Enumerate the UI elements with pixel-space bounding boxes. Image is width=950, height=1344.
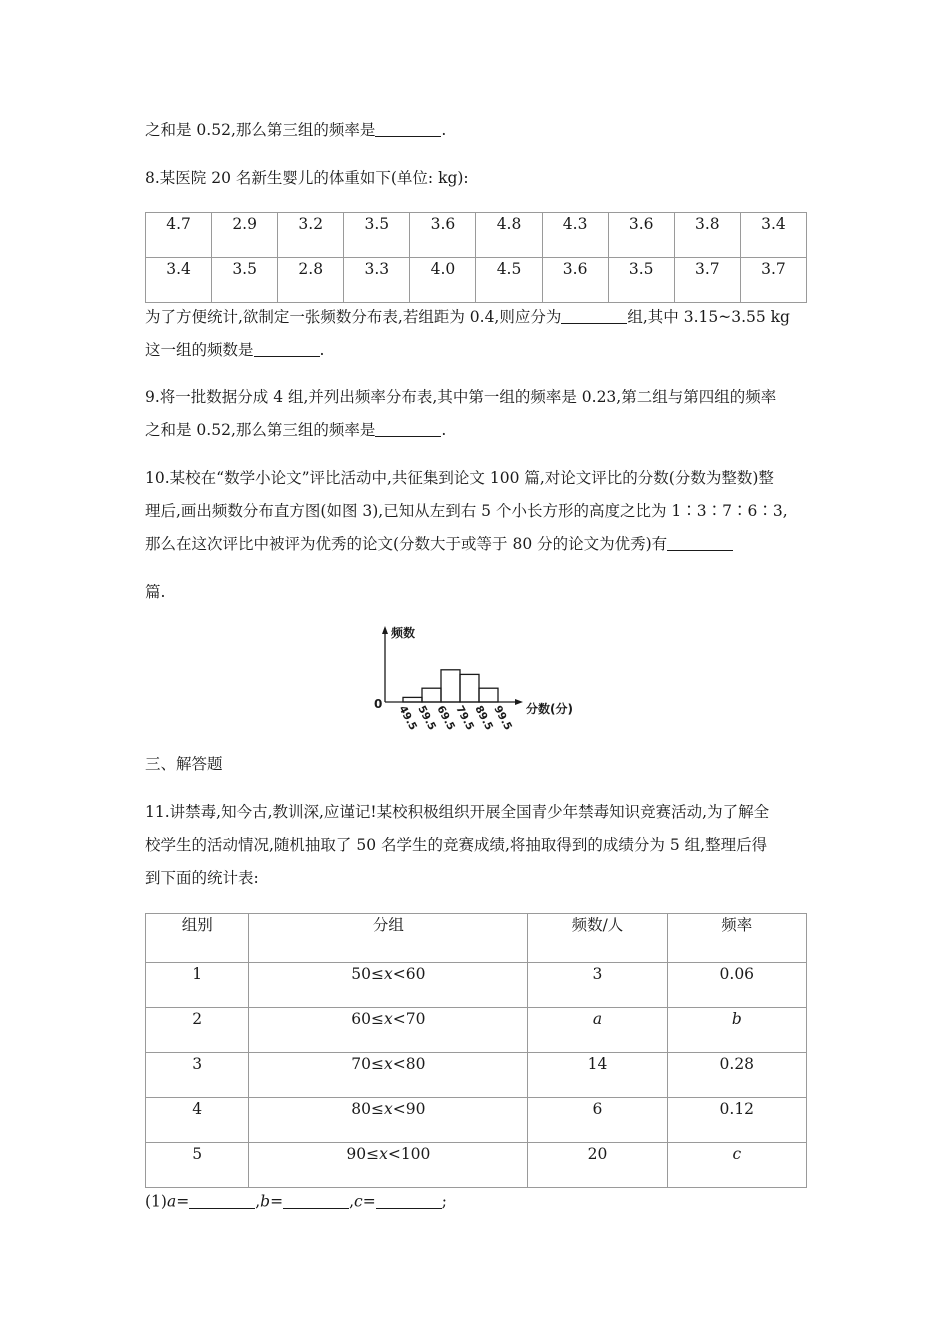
rate-cell: b [667,1008,806,1053]
part1-prefix: (1) [145,1192,167,1211]
range-var: x [384,1100,393,1118]
q9-line2 [145,418,446,440]
weights-table [145,212,807,303]
freq-cell: 14 [528,1053,667,1098]
table-cell: 4.8 [476,213,542,258]
table-cell: 2.8 [278,258,344,303]
y-axis-label: 频数 [391,626,416,640]
histogram-bar [479,688,498,702]
range-var: x [384,1010,393,1028]
eq-sign: = [270,1192,284,1211]
table-row [146,1053,807,1098]
scores-table [145,913,807,1188]
range-cell [249,1008,528,1053]
q8-line2 [145,338,324,360]
range-hi: <90 [392,1100,426,1118]
answer-blank[interactable] [254,341,320,358]
table-header-cell: 分组 [249,914,528,963]
var-b: b [260,1192,271,1211]
q8-intro: 8.某医院 20 名新生婴儿的体重如下(单位: kg): [145,169,469,187]
x-tick-label: 69.5 [434,703,458,733]
freq-cell: a [528,1008,667,1053]
answer-blank-b[interactable] [283,1192,349,1209]
range-cell [249,1098,528,1143]
table-cell: 3.5 [212,258,278,303]
answer-blank-a[interactable] [189,1192,255,1209]
y-axis-arrow [382,626,388,634]
q7-tail-end: . [441,121,447,139]
range-hi: <100 [387,1145,431,1163]
range-lo: 70≤ [351,1055,384,1073]
eq-sign: = [176,1192,190,1211]
q8-line2-b: . [319,341,325,359]
q9-line1: 9.将一批数据分成 4 组,并列出频率分布表,其中第一组的频率是 0.23,第二组与第四组的频率 [145,388,777,406]
table-cell: 4.0 [410,258,476,303]
histogram-bar [403,697,422,702]
table-cell: 3.6 [542,258,608,303]
q8-line1 [145,305,790,327]
table-cell: 3.7 [740,258,806,303]
range-cell [249,1053,528,1098]
group-cell: 1 [146,963,249,1008]
table-row [146,213,807,258]
rate-cell: 0.28 [667,1053,806,1098]
rate-cell: 0.06 [667,963,806,1008]
table-cell: 4.7 [146,213,212,258]
x-tick-label: 79.5 [453,703,477,733]
range-cell [249,1143,528,1188]
answer-blank-c[interactable] [376,1192,442,1209]
range-lo: 50≤ [351,965,384,983]
freq-cell: 20 [528,1143,667,1188]
table-header-cell: 频数/人 [528,914,667,963]
q10-line4: 篇. [145,583,166,601]
table-row [146,258,807,303]
q7-tail-line [145,118,446,140]
histogram-bar [441,670,460,702]
table-header-row [146,914,807,963]
q10-line3 [145,532,733,554]
q11-line1: 11.讲禁毒,知今古,教训深,应谨记!某校积极组织开展全国青少年禁毒知识竞赛活动,为了解全 [145,803,770,821]
range-cell [249,963,528,1008]
range-var: x [384,1055,393,1073]
var-a: a [166,1192,177,1211]
section-title: 三、解答题 [145,755,223,773]
answer-blank[interactable] [667,535,733,552]
range-hi: <60 [392,965,426,983]
q11-part1 [145,1192,447,1211]
q10-line3-text: 那么在这次评比中被评为优秀的论文(分数大于或等于 80 分的论文为优秀)有 [145,535,668,553]
table-row [146,1098,807,1143]
answer-blank[interactable] [375,421,441,438]
group-cell: 2 [146,1008,249,1053]
x-axis-arrow [515,699,523,705]
rate-cell: 0.12 [667,1098,806,1143]
origin-label: 0 [374,697,383,711]
q8-line2-a: 这一组的频数是 [145,341,254,359]
group-cell: 5 [146,1143,249,1188]
range-hi: <70 [392,1010,426,1028]
histogram-bar [422,688,441,702]
table-header-cell: 频率 [667,914,806,963]
x-tick-label: 89.5 [472,703,496,733]
group-cell: 3 [146,1053,249,1098]
rate-cell: c [667,1143,806,1188]
table-cell: 3.5 [608,258,674,303]
table-cell: 2.9 [212,213,278,258]
q11-line3: 到下面的统计表: [145,869,259,887]
q9-line2-b: . [441,421,447,439]
x-tick-label: 99.5 [491,703,515,733]
q11-line2: 校学生的活动情况,随机抽取了 50 名学生的竞赛成绩,将抽取得到的成绩分为 5 组,整理后得 [145,836,768,854]
histogram-bar [460,674,479,702]
histogram-chart [360,620,590,735]
table-cell: 3.2 [278,213,344,258]
freq-cell: 3 [528,963,667,1008]
table-cell: 3.5 [344,213,410,258]
table-cell: 3.8 [674,213,740,258]
range-lo: 90≤ [346,1145,380,1163]
q10-line1: 10.某校在“数学小论文”评比活动中,共征集到论文 100 篇,对论文评比的分数(分数为整数)整 [145,469,774,487]
x-axis-label: 分数(分) [526,702,573,716]
answer-blank[interactable] [561,308,627,325]
part1-end: ; [441,1192,447,1211]
table-cell: 3.3 [344,258,410,303]
table-row [146,1143,807,1188]
range-var: x [379,1145,388,1163]
table-header-cell: 组别 [146,914,249,963]
q8-line1-a: 为了方便统计,欲制定一张频数分布表,若组距为 0.4,则应分为 [145,308,562,326]
q7-tail-text: 之和是 0.52,那么第三组的频率是 [145,121,376,139]
table-cell: 3.4 [740,213,806,258]
eq-sign: = [362,1192,376,1211]
table-cell: 3.7 [674,258,740,303]
table-row [146,963,807,1008]
q8-line1-b: 组,其中 3.15~3.55 kg [627,308,790,326]
freq-cell: 6 [528,1098,667,1143]
table-cell: 3.6 [410,213,476,258]
table-row [146,1008,807,1053]
q9-line2-a: 之和是 0.52,那么第三组的频率是 [145,421,376,439]
q10-line2: 理后,画出频数分布直方图(如图 3),已知从左到右 5 个小长方形的高度之比为 1∶3∶7∶6∶3, [145,502,788,520]
x-tick-label: 49.5 [396,703,420,733]
group-cell: 4 [146,1098,249,1143]
range-var: x [384,965,393,983]
var-c: c [354,1192,363,1211]
separator: , [255,1192,261,1211]
answer-blank[interactable] [375,121,441,138]
range-lo: 80≤ [351,1100,384,1118]
range-lo: 60≤ [351,1010,384,1028]
table-cell: 3.4 [146,258,212,303]
range-hi: <80 [392,1055,426,1073]
table-cell: 4.5 [476,258,542,303]
separator: , [349,1192,355,1211]
table-cell: 4.3 [542,213,608,258]
table-cell: 3.6 [608,213,674,258]
x-tick-label: 59.5 [415,703,439,733]
